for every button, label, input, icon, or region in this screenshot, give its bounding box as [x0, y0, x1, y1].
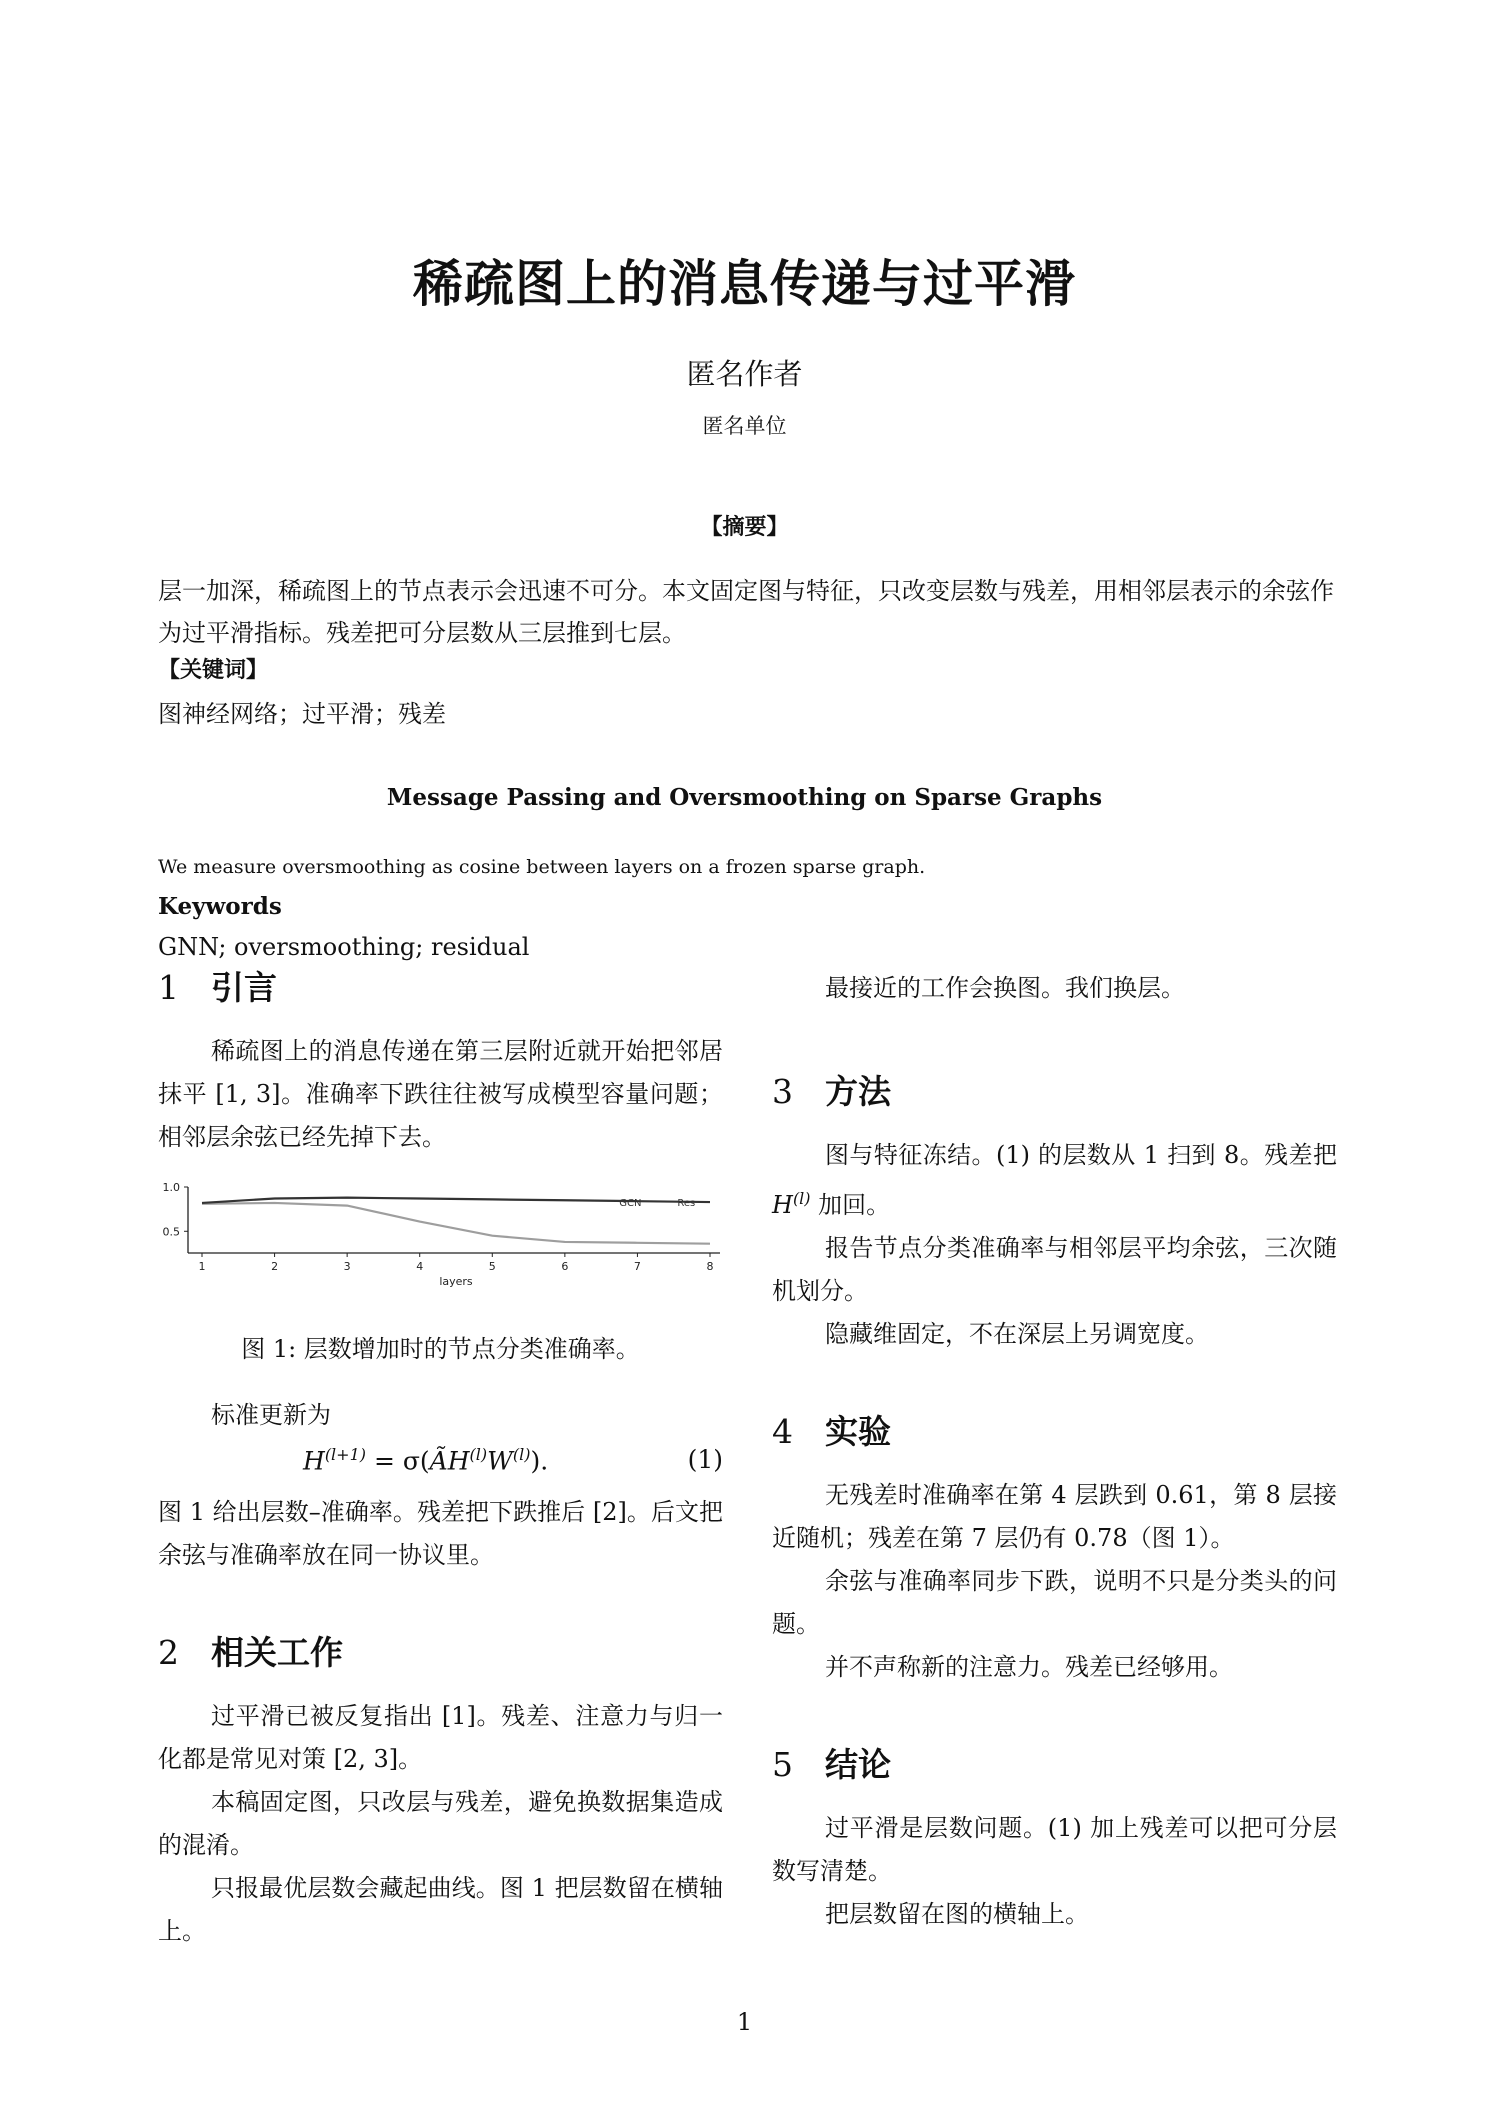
legend-entry-res: Res — [677, 1198, 696, 1210]
eq-symbol: H — [303, 1446, 325, 1476]
x-axis-label: layers — [439, 1275, 473, 1288]
text-run: 加回。 — [810, 1191, 891, 1219]
left-column — [158, 960, 723, 1953]
y-tick-label: 0.5 — [162, 1225, 180, 1239]
section-heading-conclusion — [772, 1737, 1337, 1793]
paragraph: 把层数留在图的横轴上。 — [825, 1900, 1089, 1928]
text-run: 图与特征冻结。(1) 的层数从 1 扫到 8。残差把 — [825, 1141, 1337, 1169]
section-number: 3 — [772, 1072, 793, 1111]
section-title: 引言 — [211, 968, 277, 1007]
x-tick-label: 2 — [271, 1260, 279, 1273]
eq-superscript: (l) — [469, 1445, 488, 1464]
x-tick-label: 8 — [706, 1260, 714, 1273]
section-number: 4 — [772, 1412, 793, 1451]
math-superscript: (l) — [792, 1189, 811, 1208]
section-heading-experiments — [772, 1404, 1337, 1460]
x-tick-label: 6 — [561, 1260, 569, 1273]
english-keywords-heading: Keywords — [158, 893, 282, 920]
paragraph: 过平滑是层数问题。(1) 加上残差可以把可分层数写清楚。 — [772, 1814, 1337, 1885]
paper-title: 稀疏图上的消息传递与过平滑 — [413, 255, 1076, 313]
equation-number: (1) — [687, 1445, 723, 1474]
figure-1-caption: 图 1: 层数增加时的节点分类准确率。 — [241, 1335, 640, 1363]
paragraph-continued: 最接近的工作会换图。我们换层。 — [825, 974, 1185, 1002]
eq-operator: ). — [530, 1446, 549, 1476]
affiliation: 匿名单位 — [702, 414, 787, 438]
english-keywords: GNN; oversmoothing; residual — [158, 933, 530, 961]
x-tick-label: 3 — [343, 1260, 351, 1273]
paragraph: 余弦与准确率同步下跌，说明不只是分类头的问题。 — [772, 1567, 1337, 1638]
section-title: 相关工作 — [211, 1633, 343, 1672]
paragraph: 只报最优层数会藏起曲线。图 1 把层数留在横轴上。 — [158, 1874, 723, 1945]
eq-symbol: H — [447, 1446, 470, 1476]
section-title: 方法 — [825, 1072, 891, 1111]
eq-superscript: (l) — [512, 1445, 531, 1464]
eq-symbol: W — [487, 1446, 513, 1476]
line-chart — [158, 1179, 723, 1307]
page-number: 1 — [736, 2008, 753, 2036]
y-tick-label: 1.0 — [162, 1181, 180, 1194]
author: 匿名作者 — [686, 357, 803, 391]
paragraph: 标准更新为 — [211, 1401, 331, 1429]
abstract-text: 层一加深，稀疏图上的节点表示会迅速不可分。本文固定图与特征，只改变层数与残差，用相邻层表示的余弦作为过平滑指标。残差把可分层数从三层推到七层。 — [158, 577, 1334, 647]
section-number: 1 — [158, 968, 179, 1007]
figure-1-chart — [158, 1179, 723, 1307]
right-column — [772, 960, 1337, 1936]
abstract-heading: 【摘要】 — [700, 515, 789, 540]
section-title: 结论 — [825, 1745, 891, 1784]
eq-superscript: (l+1) — [324, 1445, 366, 1464]
paragraph: 报告节点分类准确率与相邻层平均余弦，三次随机划分。 — [772, 1234, 1337, 1305]
x-tick-label: 1 — [198, 1260, 206, 1273]
paragraph: 本稿固定图，只改层与残差，避免换数据集造成的混淆。 — [158, 1788, 723, 1859]
section-number: 5 — [772, 1745, 793, 1784]
equation-body — [303, 1445, 548, 1475]
x-tick-label: 4 — [416, 1260, 424, 1273]
x-tick-label: 5 — [488, 1260, 496, 1273]
paragraph: 无残差时准确率在第 4 层跌到 0.61，第 8 层接近随机；残差在第 7 层仍有 0.78（图 1）。 — [772, 1481, 1337, 1552]
keywords-heading: 【关键词】 — [158, 658, 269, 683]
section-heading-related-work — [158, 1625, 723, 1681]
section-title: 实验 — [825, 1412, 891, 1451]
eq-operator: = σ( — [366, 1446, 430, 1476]
keywords-text: 图神经网络；过平滑；残差 — [158, 700, 446, 728]
paragraph: 隐藏维固定，不在深层上另调宽度。 — [825, 1320, 1209, 1348]
paragraph: 稀疏图上的消息传递在第三层附近就开始把邻居抹平 [1, 3]。准确率下跌往往被写成模型容量问题；相邻层余弦已经先掉下去。 — [158, 1037, 723, 1151]
english-abstract: We measure oversmoothing as cosine between layers on a frozen sparse graph. — [158, 856, 926, 878]
legend-entry-gcn: GCN — [619, 1198, 642, 1210]
eq-symbol: Ã — [429, 1446, 448, 1476]
equation-1 — [158, 1437, 723, 1491]
section-number: 2 — [158, 1633, 179, 1672]
paragraph: 图 1 给出层数–准确率。残差把下跌推后 [2]。后文把余弦与准确率放在同一协议里。 — [158, 1498, 723, 1569]
paragraph: 并不声称新的注意力。残差已经够用。 — [825, 1653, 1233, 1681]
math-symbol: H — [772, 1191, 793, 1219]
paragraph: 过平滑已被反复指出 [1]。残差、注意力与归一化都是常见对策 [2, 3]。 — [158, 1702, 723, 1773]
english-title: Message Passing and Oversmoothing on Sparse Graphs — [386, 784, 1103, 811]
paragraph — [772, 1134, 1337, 1227]
section-heading-method — [772, 1064, 1337, 1120]
x-tick-label: 7 — [633, 1260, 641, 1273]
section-heading-introduction — [158, 960, 723, 1016]
